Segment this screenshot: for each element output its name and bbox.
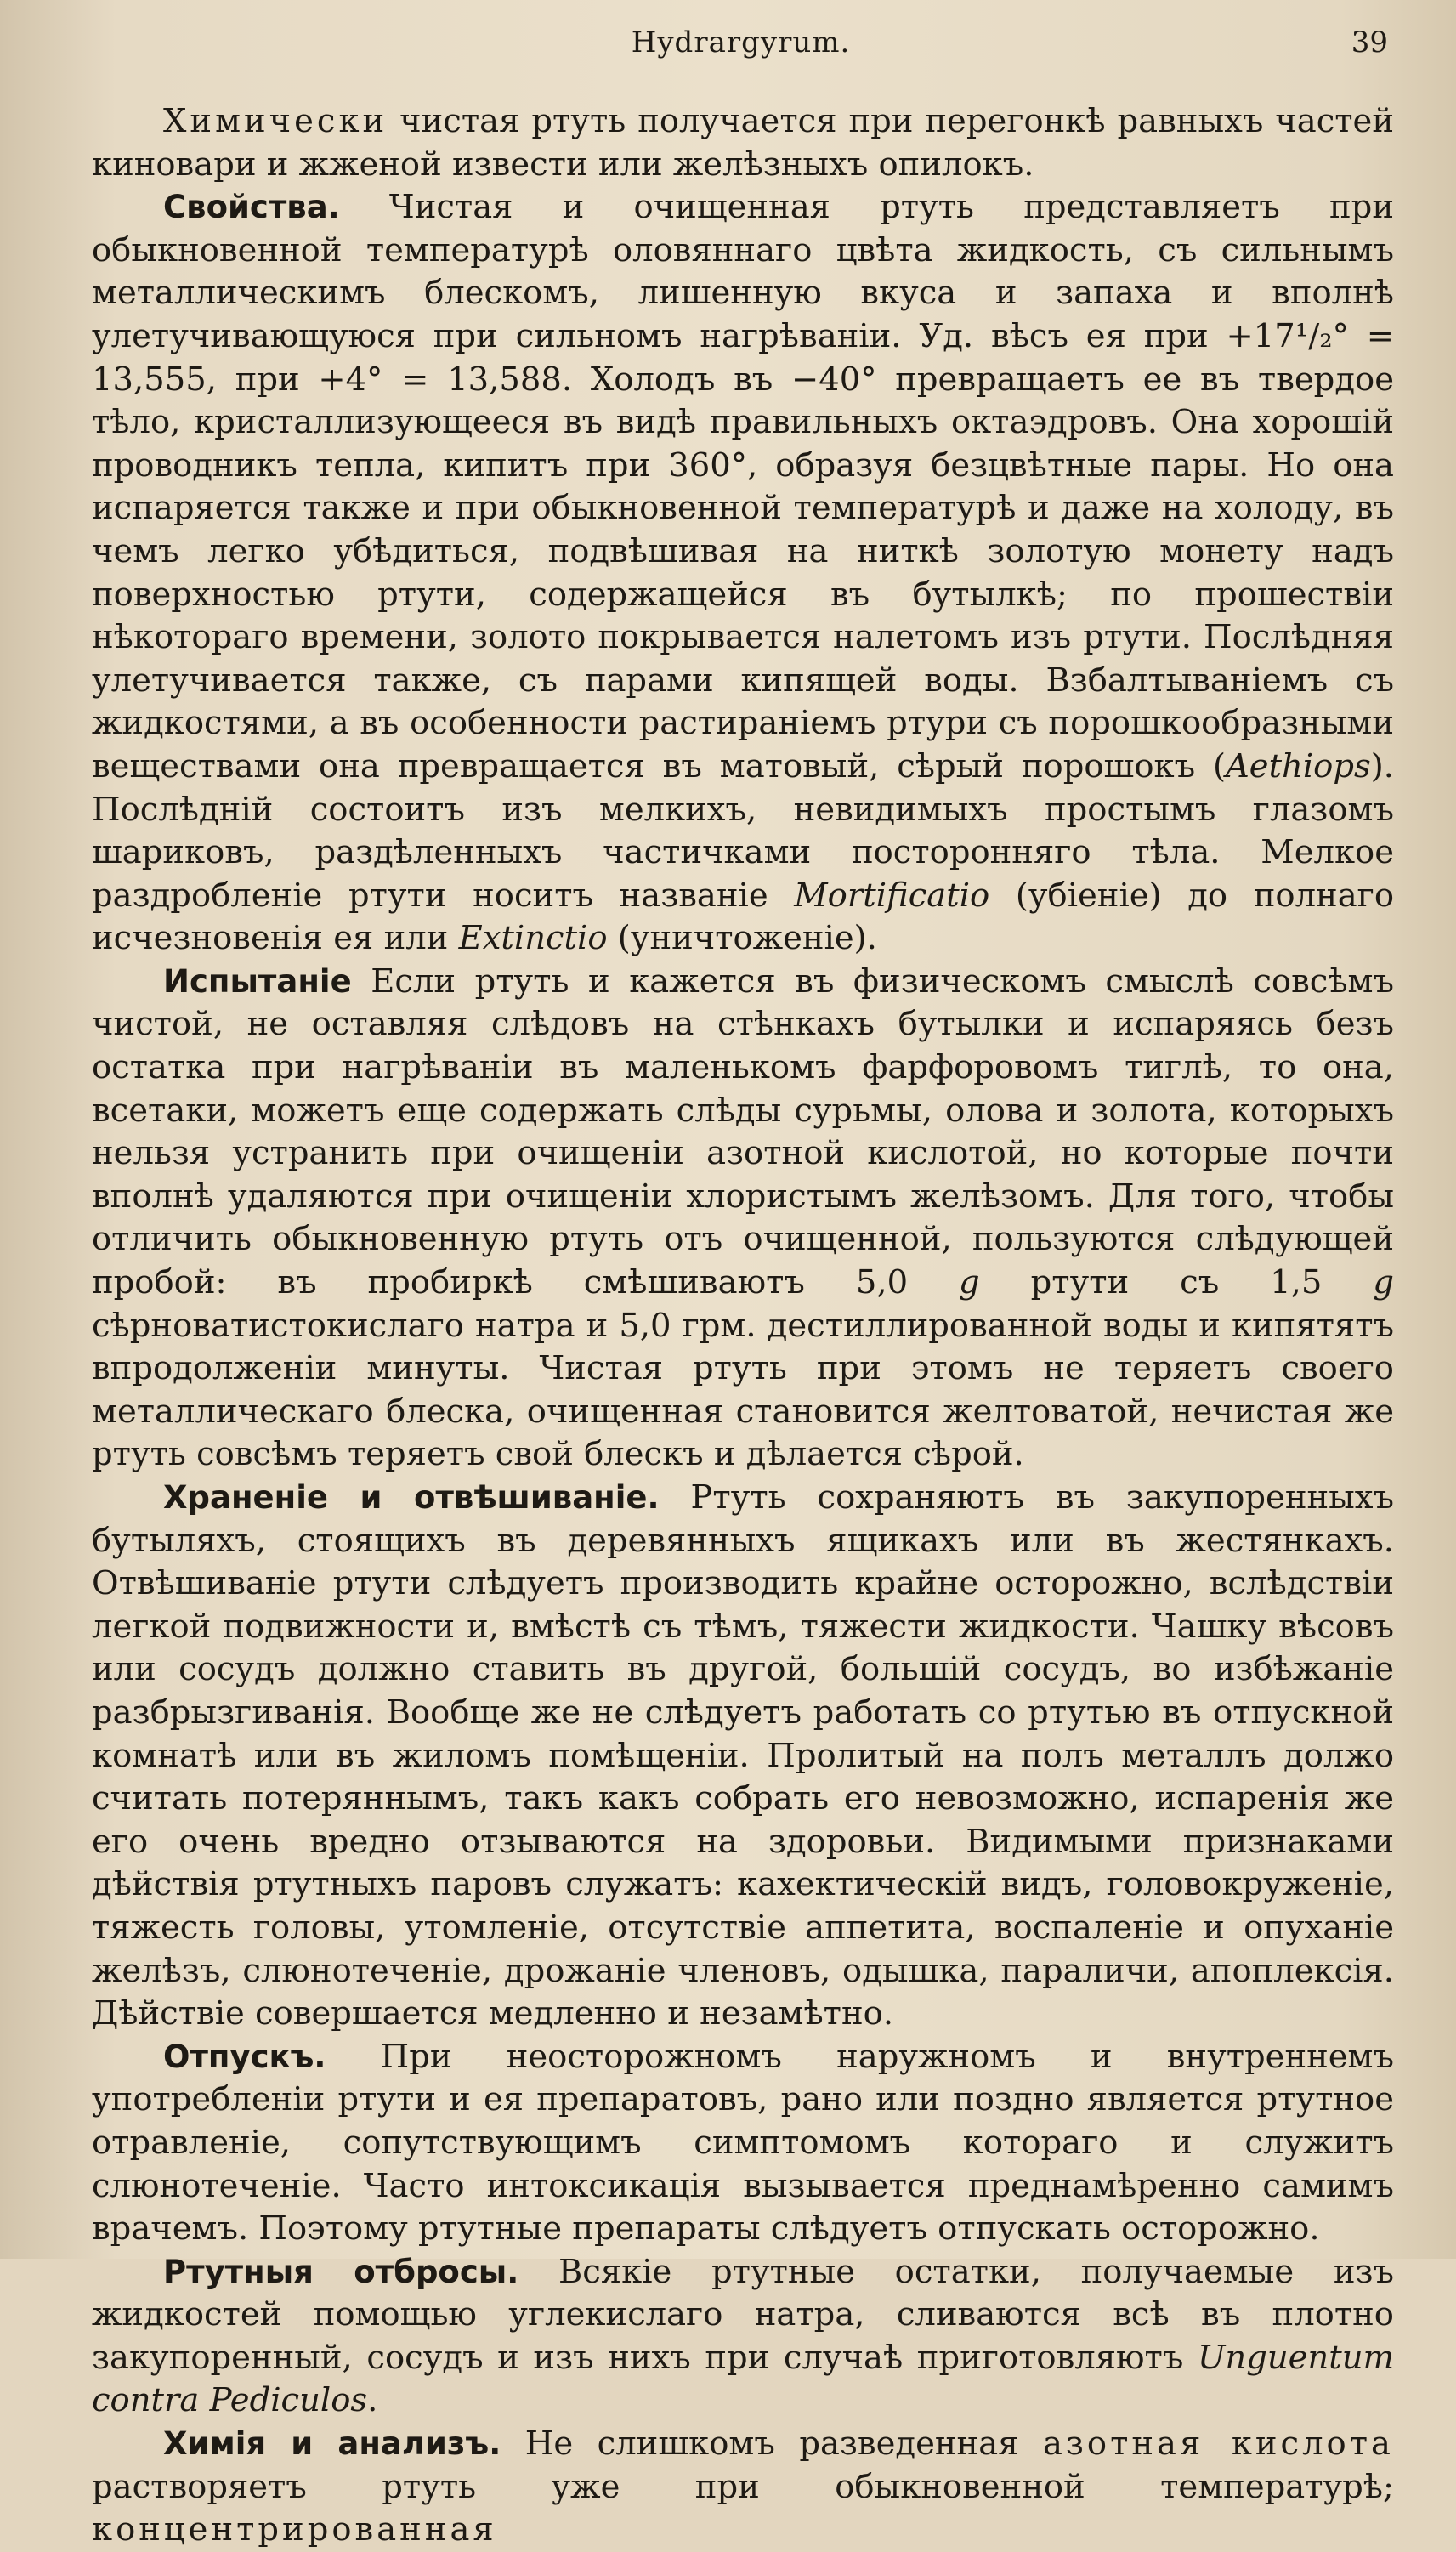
page-header [85,19,1397,70]
properties-heading: Свойства. [163,189,340,226]
chemistry-paragraph [92,2423,1394,2552]
storage-text: Ртуть сохраняютъ въ закупоренныхъ бутыляхъ, стоящихъ въ деревянныхъ ящикахъ или въ жестянкахъ. Отвѣшиваніе ртути слѣдуетъ производить крайне осторожно, вслѣдствіи легкой подвижности и, вмѣстѣ съ тѣмъ, тяжести жидкости. Чашку вѣсовъ или сосудъ должно ставить въ другой, большій сосудъ, во избѣжаніе разбрызгиванія. Вообще же не слѣдуетъ работать со ртутью въ отпускной комнатѣ или въ жиломъ помѣщеніи. Пролитый на полъ металлъ должо считать потеряннымъ, такъ какъ собрать его невозможно, испаренія же его очень вредно отзываются на здоровьи. Видимыми признаками дѣйствія ртутныхъ паровъ служатъ: кахектическій видъ, головокруженіе, тяжесть головы, утомленіе, отсутствіе аппетита, воспаленіе и опуханіе желѣзъ, слюнотеченіе, дрожаніе членовъ, одышка, параличи, апоплексія. Дѣйствіе совершается медленно и незамѣтно. [92,1478,1394,2033]
intro-text: чистая ртуть получается при перегонкѣ равныхъ частей киновари и жженой извести или желѣзныхъ опилокъ. [92,102,1394,184]
properties-text-1: Чистая и очищенная ртуть представляетъ при обыкновенной температурѣ оловяннаго цвѣта жидкость, съ сильнымъ металлическимъ блескомъ, лишенную вкуса и запаха и вполнѣ улетучивающуюся при сильномъ нагрѣваніи. Уд. вѣсъ ея при +17¹/₂° = 13,555, при +4° = 13,588. Холодъ въ −40° превращаетъ ее въ твердое тѣло, кристаллизующееся въ видѣ правильныхъ октаэдровъ. Она хорошій проводникъ тепла, кипитъ при 360°, образуя безцвѣтные пары. Но она испаряется также и при обыкновенной температурѣ и даже на холоду, въ чемъ легко убѣдиться, подвѣшивая на ниткѣ золотую монету надъ поверхностью ртути, содержащейся въ бутылкѣ; по прошествіи нѣкотораго времени, золото покрывается налетомъ изъ ртути. Послѣдняя улетучивается также, съ парами кипящей воды. Взбалтываніемъ съ жидкостями, а въ особенности растираніемъ ртури съ порошкообразными веществами она превращается въ матовый, сѣрый порошокъ ( [92,188,1394,785]
testing-text-2: ртути съ 1,5 [979,1263,1374,1302]
running-title: Hydrargyrum. [631,26,851,60]
dispensing-paragraph [92,2036,1394,2251]
properties-latin-extinctio: Extinctio [458,919,608,958]
testing-heading: Испытаніе [163,962,352,1000]
residues-text-2: . [367,2381,378,2420]
page-number: 39 [1351,26,1388,60]
properties-text-3: (убіеніе) до полнаго исчезновенія ея или [92,876,1394,958]
storage-heading: Храненіе и отвѣшиваніе. [163,1479,660,1516]
residues-paragraph [92,2251,1394,2423]
testing-text-1: Если ртуть и кажется въ физическомъ смыслѣ совсѣмъ чистой, не оставляя слѣдовъ на стѣнкахъ бутылки и испаряясь безъ остатка при нагрѣваніи въ маленькомъ фарфоровомъ тиглѣ, то она, всетаки, можетъ еще содержать слѣды сурьмы, олова и золота, которыхъ нельзя устранить при очищеніи азотной кислотой, но которые почти вполнѣ удаляются при очищеніи хлористымъ желѣзомъ. Для того, чтобы отличить обыкновенную ртуть отъ очищенной, пользуются слѣдующей пробой: въ пробиркѣ смѣшиваютъ 5,0 [92,961,1394,1302]
chemistry-heading: Химія и анализъ. [163,2425,501,2463]
residues-heading: Ртутныя отбросы. [163,2253,519,2290]
chemistry-text-1: Не слишкомъ разведенная [501,2424,1043,2464]
testing-text-3: сѣрноватистокислаго натра и 5,0 грм. дестиллированной воды и кипятятъ впродолженіи минуты. Чистая ртуть при этомъ не теряетъ своего металлическаго блеска, очищенная становится желтоватой, нечистая же ртуть совсѣмъ теряетъ свой блескъ и дѣлается сѣрой. [92,1306,1394,1474]
testing-unit-2: g [1373,1263,1394,1302]
intro-lead: Химически [163,102,388,140]
testing-paragraph [92,961,1394,1477]
residues-latin: Unguentum contra Pediculos [92,2338,1394,2420]
properties-latin-mortificatio: Mortificatio [794,876,990,915]
testing-unit-1: g [959,1263,980,1302]
properties-latin-aethiops: Aethiops [1225,746,1371,785]
properties-text-2: ). Послѣдній состоитъ изъ мелкихъ, невидимыхъ простымъ глазомъ шариковъ, раздѣленныхъ частичками посторонняго тѣла. Мелкое раздробленіе ртути носитъ названіе [92,746,1394,915]
properties-paragraph [92,186,1394,961]
chemistry-spaced-2: концентрированная [92,2510,497,2549]
storage-paragraph [92,1477,1394,2036]
residues-text-1: Всякіе ртутные остатки, получаемые изъ жидкостей помощью углекислаго натра, сливаются всѣ въ плотно закупоренный, сосудъ и изъ нихъ при случаѣ приготовляютъ [92,2252,1394,2377]
properties-text-4: (уничтоженіе). [607,919,877,958]
intro-paragraph [92,100,1394,186]
article-body [92,100,1394,2552]
dispensing-heading: Отпускъ. [163,2038,326,2075]
dispensing-text: При неосторожномъ наружномъ и внутреннемъ употребленіи ртути и ея препаратовъ, рано или поздно является ртутное отравленіе, сопутствующимъ симптомомъ котораго и служитъ слюнотеченіе. Часто интоксикація вызывается преднамѣренно самимъ врачемъ. Поэтому ртутные препараты слѣдуетъ отпускать осторожно. [92,2037,1394,2249]
chemistry-spaced-1: азотная кислота [1042,2424,1394,2464]
chemistry-text-2: растворяетъ ртуть уже при обыкновенной температурѣ; [92,2467,1394,2506]
